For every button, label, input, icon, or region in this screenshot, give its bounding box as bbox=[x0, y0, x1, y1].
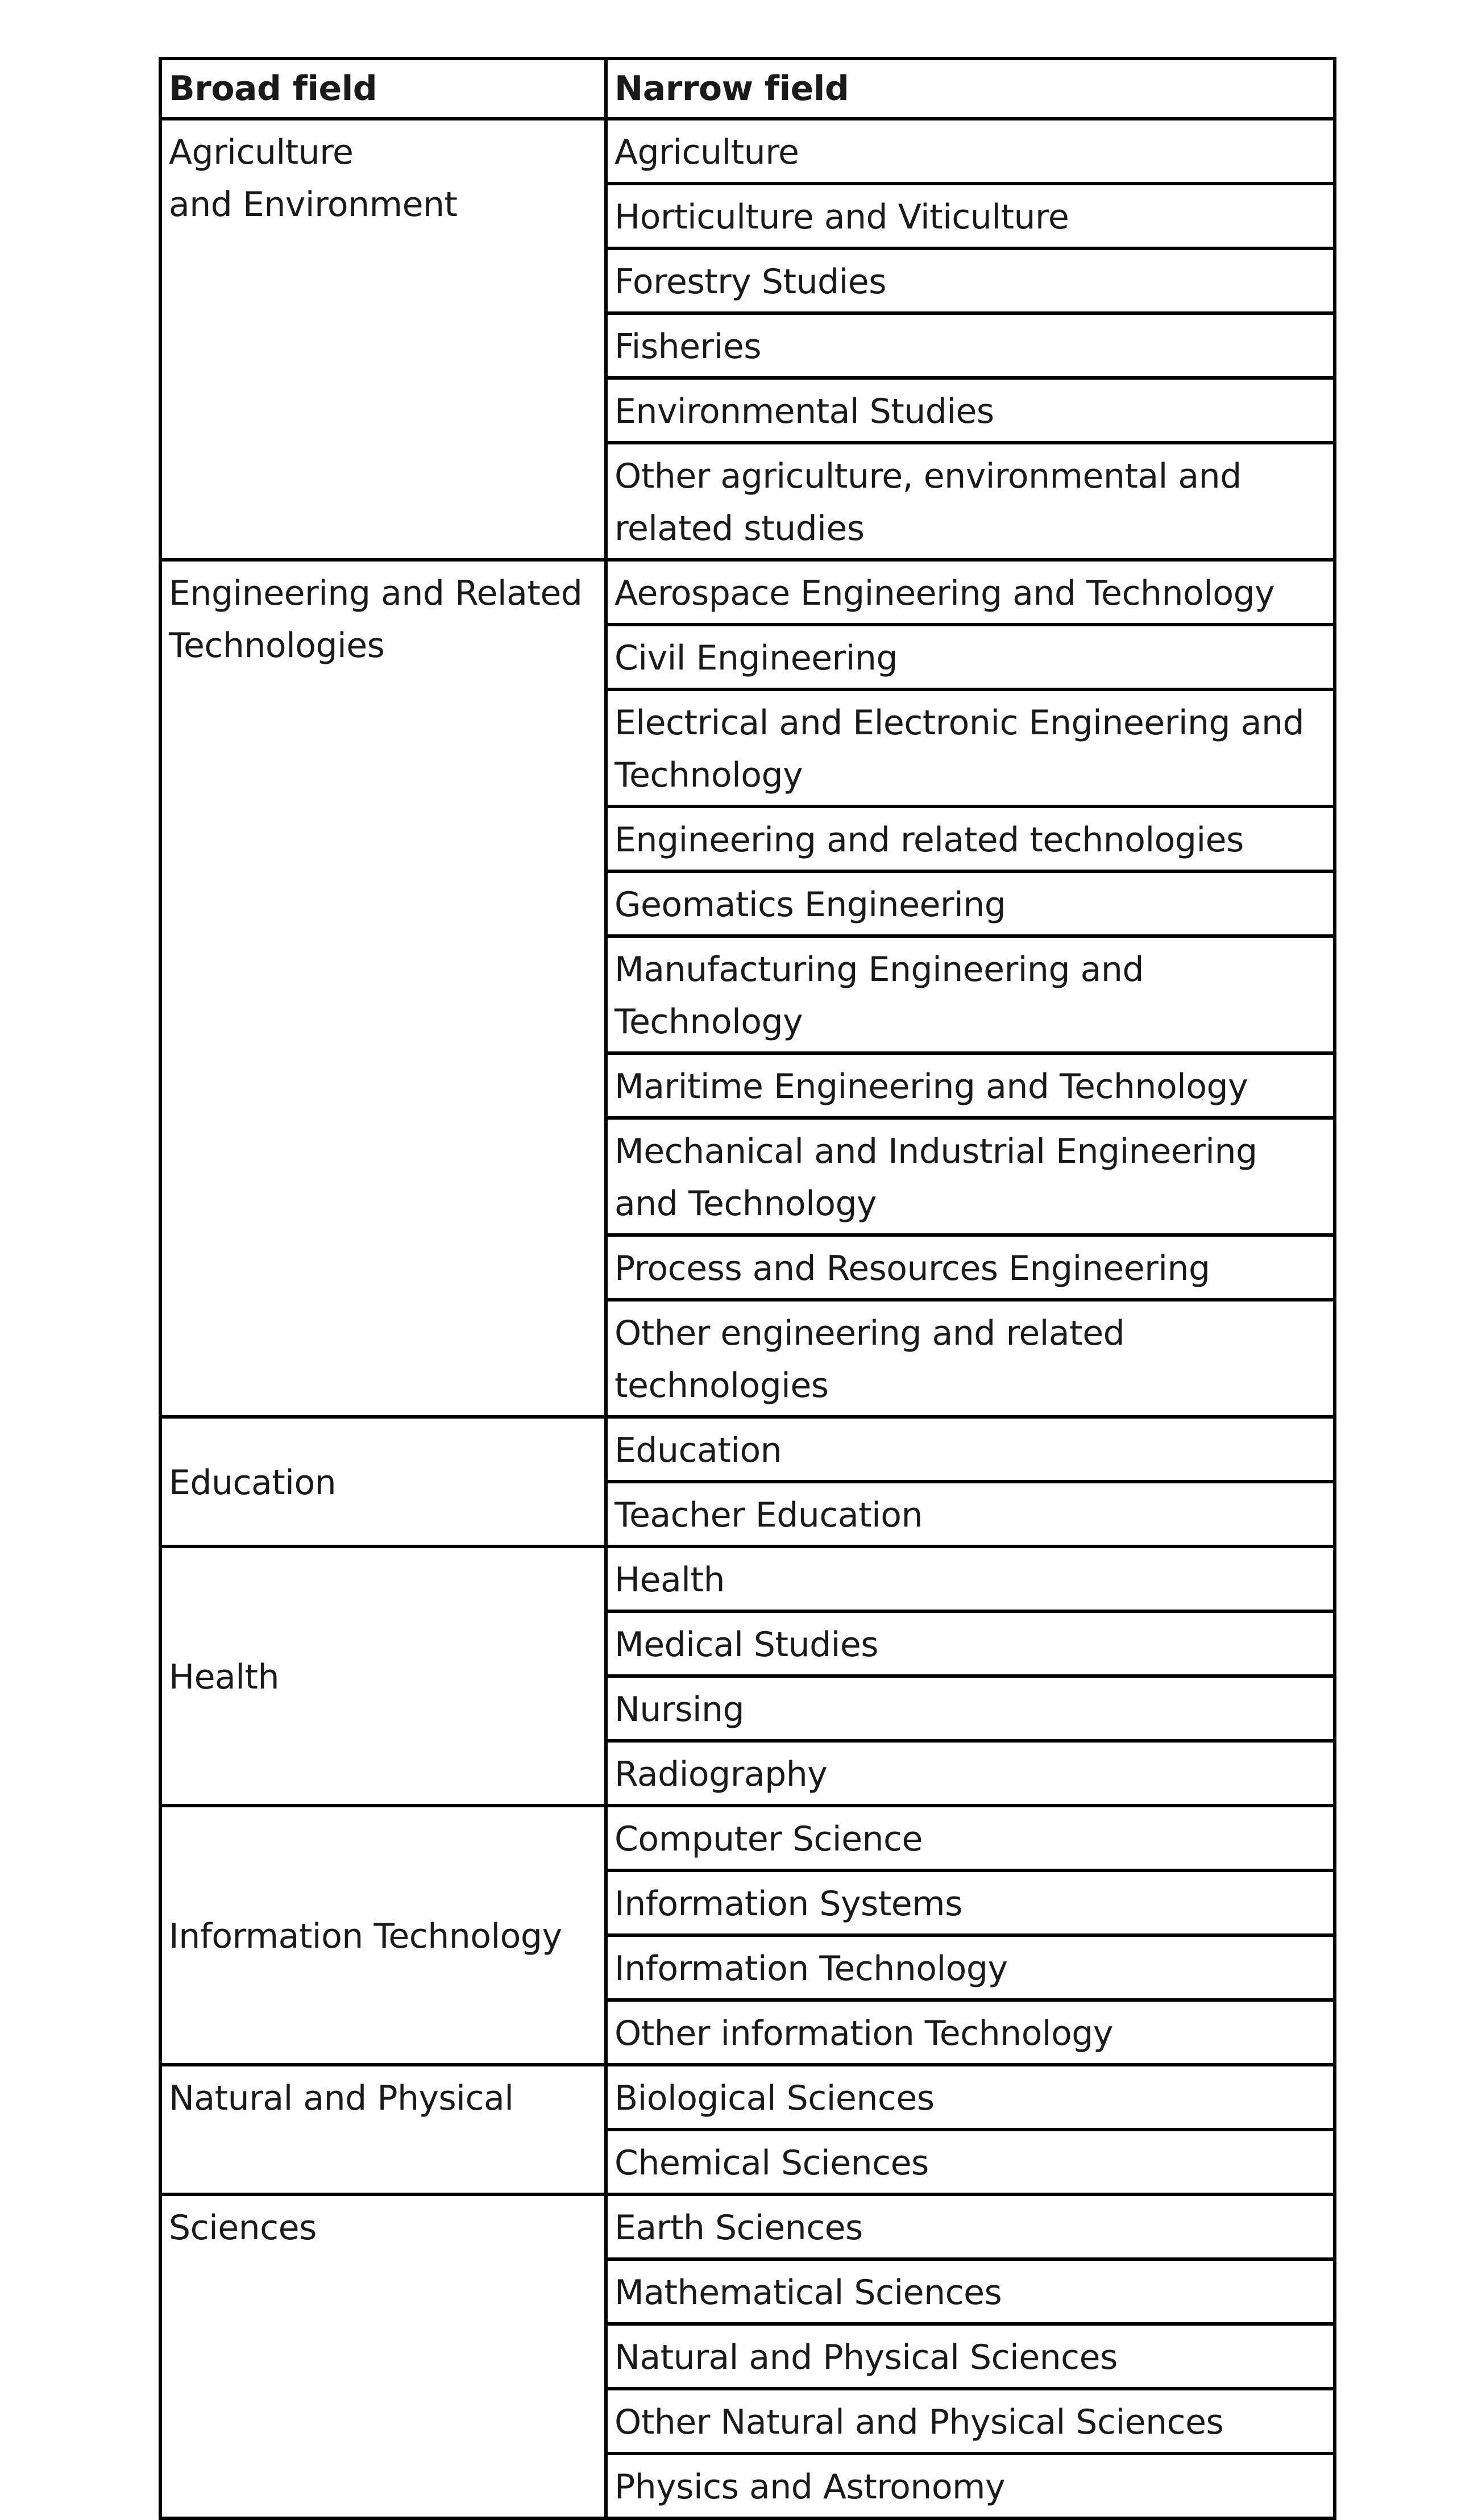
narrow-field-cell: Other agriculture, environmental and related studies bbox=[606, 443, 1335, 560]
narrow-field-cell: Aerospace Engineering and Technology bbox=[606, 560, 1335, 625]
narrow-field-cell: Information Systems bbox=[606, 1870, 1335, 1935]
narrow-field-cell: Other engineering and related technologies bbox=[606, 1300, 1335, 1417]
table-row bbox=[160, 1806, 1335, 1870]
narrow-field-cell: Horticulture and Viticulture bbox=[606, 184, 1335, 248]
narrow-field-cell: Forestry Studies bbox=[606, 248, 1335, 313]
narrow-field-cell: Computer Science bbox=[606, 1806, 1335, 1870]
narrow-field-cell: Maritime Engineering and Technology bbox=[606, 1053, 1335, 1118]
narrow-field-cell: Teacher Education bbox=[606, 1482, 1335, 1546]
narrow-field-cell: Chemical Sciences bbox=[606, 2130, 1335, 2194]
narrow-field-cell: Process and Resources Engineering bbox=[606, 1235, 1335, 1300]
broad-field-cell: Natural and Physical bbox=[160, 2065, 606, 2194]
table-row bbox=[160, 1546, 1335, 1611]
broad-field-cell bbox=[160, 119, 606, 560]
narrow-field-cell: Other Natural and Physical Sciences bbox=[606, 2389, 1335, 2454]
narrow-field-cell: Education bbox=[606, 1417, 1335, 1482]
narrow-field-cell: Electrical and Electronic Engineering and Technology bbox=[606, 689, 1335, 806]
narrow-field-cell: Fisheries bbox=[606, 313, 1335, 378]
narrow-field-header: Narrow field bbox=[606, 59, 1335, 119]
narrow-field-cell: Natural and Physical Sciences bbox=[606, 2324, 1335, 2389]
narrow-field-cell: Medical Studies bbox=[606, 1611, 1335, 1676]
narrow-field-cell: Agriculture bbox=[606, 119, 1335, 184]
table-row bbox=[160, 1417, 1335, 1482]
broad-field-cell: Health bbox=[160, 1546, 606, 1806]
broad-field-cell: Engineering and Related Technologies bbox=[160, 560, 606, 1417]
header-row bbox=[160, 59, 1335, 119]
narrow-field-cell: Mechanical and Industrial Engineering and Technology bbox=[606, 1118, 1335, 1235]
narrow-field-cell: Other information Technology bbox=[606, 2000, 1335, 2065]
broad-field-cell: Education bbox=[160, 1417, 606, 1546]
narrow-field-cell: Civil Engineering bbox=[606, 625, 1335, 689]
narrow-field-cell: Engineering and related technologies bbox=[606, 806, 1335, 871]
narrow-field-cell: Nursing bbox=[606, 1676, 1335, 1741]
narrow-field-cell: Physics and Astronomy bbox=[606, 2454, 1335, 2518]
narrow-field-cell: Earth Sciences bbox=[606, 2194, 1335, 2259]
field-classification-table bbox=[159, 57, 1336, 2520]
narrow-field-cell: Mathematical Sciences bbox=[606, 2259, 1335, 2324]
table-row bbox=[160, 2065, 1335, 2130]
narrow-field-cell: Information Technology bbox=[606, 1935, 1335, 2000]
narrow-field-cell: Manufacturing Engineering and Technology bbox=[606, 936, 1335, 1053]
table-row bbox=[160, 119, 1335, 184]
narrow-field-cell: Health bbox=[606, 1546, 1335, 1611]
broad-field-cell: Sciences bbox=[160, 2194, 606, 2518]
narrow-field-cell: Radiography bbox=[606, 1741, 1335, 1806]
narrow-field-cell: Geomatics Engineering bbox=[606, 871, 1335, 936]
table-row bbox=[160, 560, 1335, 625]
broad-field-header: Broad field bbox=[160, 59, 606, 119]
narrow-field-cell: Environmental Studies bbox=[606, 378, 1335, 443]
table-row bbox=[160, 2194, 1335, 2259]
broad-field-label: Agriculture and Environment bbox=[169, 132, 458, 224]
narrow-field-cell: Biological Sciences bbox=[606, 2065, 1335, 2130]
broad-field-cell: Information Technology bbox=[160, 1806, 606, 2065]
